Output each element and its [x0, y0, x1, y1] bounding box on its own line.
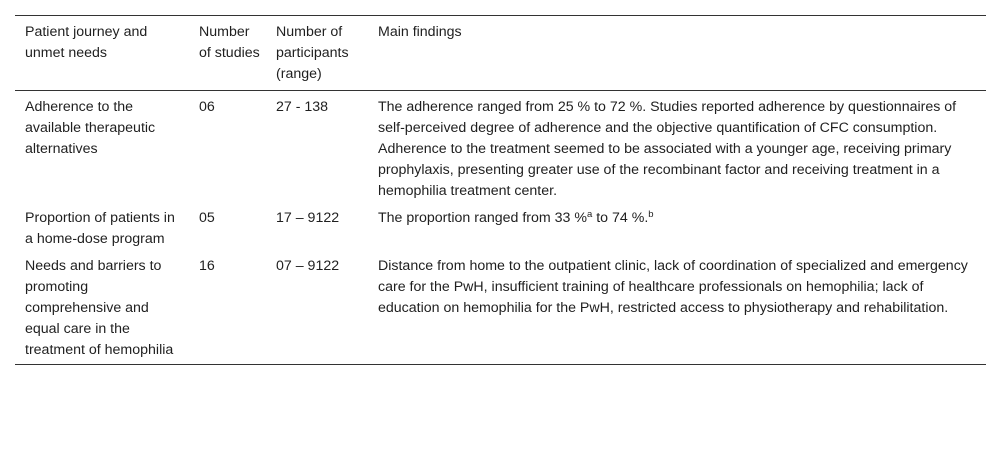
- footnote-marker-b: b: [648, 209, 654, 220]
- cell-participants: 27 - 138: [276, 99, 329, 115]
- cell-findings: [368, 202, 986, 250]
- header-patient-journey: Patient journey and unmet needs: [25, 24, 148, 61]
- findings-text: The proportion ranged from 33 %: [378, 210, 587, 226]
- table-body: [15, 91, 986, 365]
- table-row: [15, 250, 986, 365]
- table-row: [15, 91, 986, 203]
- cell-journey: Proportion of patients in a home-dose program: [25, 210, 175, 247]
- findings-text: to 74 %.: [592, 210, 649, 226]
- cell-findings: The adherence ranged from 25 % to 72 %. Studies reported adherence by questionnaires of self-perceived degree of adherence and the objective quantification of CFC consumption. Adherence to the treatment seemed to be associated with a younger age, receiving primary prophylaxis, presenting greater use of the recombinant factor and receiving treatment in a hemophilia treatment center.: [378, 99, 957, 199]
- cell-studies: 16: [199, 258, 215, 274]
- header-number-of-participants: Number of participants (range): [276, 24, 349, 82]
- footnote-marker-a: a: [587, 209, 593, 220]
- cell-findings: Distance from home to the outpatient clinic, lack of coordination of specialized and emergency care for the PwH, insufficient training of healthcare professionals on hemophilia; lack of education on hemophilia for the PwH, restricted access to physiotherapy and rehabilitation.: [378, 258, 968, 316]
- table-header: [15, 16, 986, 91]
- cell-studies: 05: [199, 210, 215, 226]
- findings-table-container: [15, 15, 986, 365]
- findings-table: [15, 15, 986, 365]
- cell-journey: Adherence to the available therapeutic alternatives: [25, 99, 156, 157]
- cell-participants: 07 – 9122: [276, 258, 340, 274]
- cell-journey: Needs and barriers to promoting comprehensive and equal care in the treatment of hemophilia: [25, 258, 174, 358]
- cell-participants: 17 – 9122: [276, 210, 340, 226]
- cell-studies: 06: [199, 99, 215, 115]
- header-main-findings: Main findings: [378, 24, 462, 40]
- header-row: [15, 16, 986, 91]
- table-row: [15, 202, 986, 250]
- header-number-of-studies: Number of studies: [199, 24, 260, 61]
